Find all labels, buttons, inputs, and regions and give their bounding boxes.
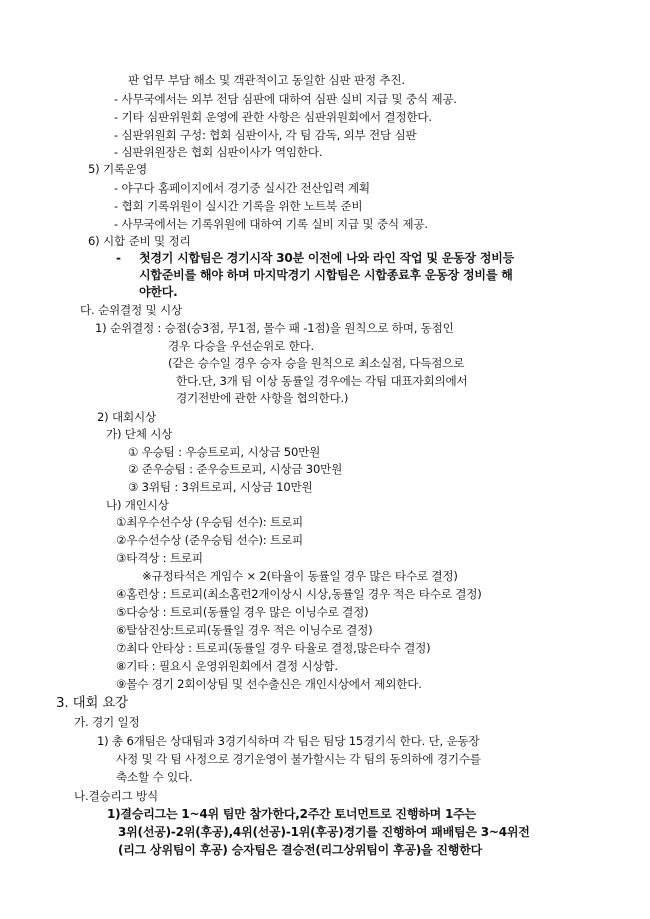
line-35: ⑨몰수 경기 2회이상팀 및 선수출신은 개인시상에서 제외한다. [116, 677, 422, 691]
line-19: 경기전반에 관한 사항을 협의한다.) [176, 391, 349, 405]
line-18: 한다.단, 3개 팀 이상 동률일 경우에는 각팀 대표자회의에서 [176, 374, 468, 388]
line-32: ⑥탈삼진상:트로피(동률일 경우 적은 이닝수로 결정) [116, 623, 373, 637]
line-33: ⑦최다 안타상 : 트로피(동률일 경우 타율로 결정,많은타수 결정) [116, 641, 431, 655]
line-38: 1) 총 6개팀은 상대팀과 3경기식하며 각 팀은 팀당 15경기식 한다. 단, 운동장 [97, 734, 480, 748]
section-heading: 3. 대회 요강 [56, 695, 129, 711]
line-29: ※규정타석은 게임수 × 2(타율이 동률일 경우 많은 타수로 결정) [142, 569, 458, 583]
line-30: ④홈런상 : 트로피(최소홈런2개이상시 시상,동률일 경우 적은 타수로 결정) [116, 587, 482, 601]
line-44: (리그 상위팀이 후공) 승자팀은 결승전(리그상위팀이 후공)을 진행한다 [118, 843, 482, 857]
line-08: - 협회 기록위원이 실시간 기록을 위한 노트북 준비 [114, 199, 363, 213]
line-31: ⑤다승상 : 트로피(동률일 경우 많은 이닝수로 결정) [116, 605, 369, 619]
line-26: ①최우수선수상 (우승팀 선수): 트로피 [116, 515, 303, 529]
line-01: 판 업무 부담 해소 및 객관적이고 동일한 심판 판정 추진. [128, 73, 405, 87]
line-39: 사정 및 각 팀 사정으로 경기운영이 불가할시는 각 팀의 동의하에 경기수를 [116, 752, 481, 766]
line-28: ③타격상 : 트로피 [116, 551, 203, 565]
line-16: 경우 다승을 우선순위로 한다. [168, 339, 314, 353]
line-21: 가) 단체 시상 [106, 427, 173, 441]
line-13: 야한다. [139, 285, 178, 299]
line-10: 6) 시합 준비 및 정리 [88, 234, 191, 248]
line-07: - 야구다 홈페이지에서 경기중 실시간 전산입력 계획 [114, 181, 370, 195]
line-02: - 사무국에서는 외부 전담 심판에 대하여 심판 실비 지급 및 중식 제공. [114, 92, 457, 106]
line-34: ⑧기타 : 필요시 운영위원회에서 결정 시상함. [116, 659, 338, 673]
line-05: - 심판위원장은 협회 심판이사가 역임한다. [114, 145, 323, 159]
line-17: (같은 승수일 경우 승자 승을 원칙으로 최소실점, 다득점으로 [168, 356, 465, 370]
line-41: 나.결승리그 방식 [74, 789, 158, 803]
line-43: 3위(선공)-2위(후공),4위(선공)-1위(후공)경기를 진행하여 패배팀은 3~4위전 [118, 825, 530, 839]
line-23: ② 준우승팀 : 준우승트로피, 시상금 30만원 [128, 462, 343, 476]
line-11-dash: - [116, 251, 121, 265]
line-22: ① 우승팀 : 우승트로피, 시상금 50만원 [128, 445, 321, 459]
line-40: 축소할 수 있다. [116, 770, 193, 784]
line-06: 5) 기록운영 [88, 162, 147, 176]
line-25: 나) 개인시상 [106, 498, 169, 512]
line-04: - 심판위원회 구성: 협회 심판이사, 각 팀 감독, 외부 전담 심판 [114, 128, 417, 142]
line-20: 2) 대회시상 [97, 410, 156, 424]
line-42: 1)결승리그는 1~4위 팀만 참가한다,2주간 토너먼트로 진행하며 1주는 [107, 807, 476, 821]
line-37: 가. 경기 일정 [74, 715, 140, 729]
line-14: 다. 순위결정 및 시상 [80, 303, 182, 317]
line-11: 첫경기 시합팀은 경기시작 30분 이전에 나와 라인 작업 및 운동장 정비등 [139, 251, 515, 265]
line-03: - 기타 심판위원회 운영에 관한 사항은 심판위원회에서 결정한다. [114, 110, 432, 124]
line-24: ③ 3위팀 : 3위트로피, 시상금 10만원 [128, 480, 313, 494]
line-27: ②우수선수상 (준우승팀 선수): 트로피 [116, 533, 303, 547]
line-12: 시합준비를 해야 하며 마지막경기 시합팀은 시합종료후 운동장 정비를 해 [139, 268, 513, 282]
line-09: - 사무국에서는 기록위원에 대하여 기록 실비 지급 및 중식 제공. [114, 217, 428, 231]
line-15: 1) 순위결정 : 승점(승3점, 무1점, 몰수 패 -1점)을 원칙으로 하며, 동점인 [95, 321, 454, 335]
